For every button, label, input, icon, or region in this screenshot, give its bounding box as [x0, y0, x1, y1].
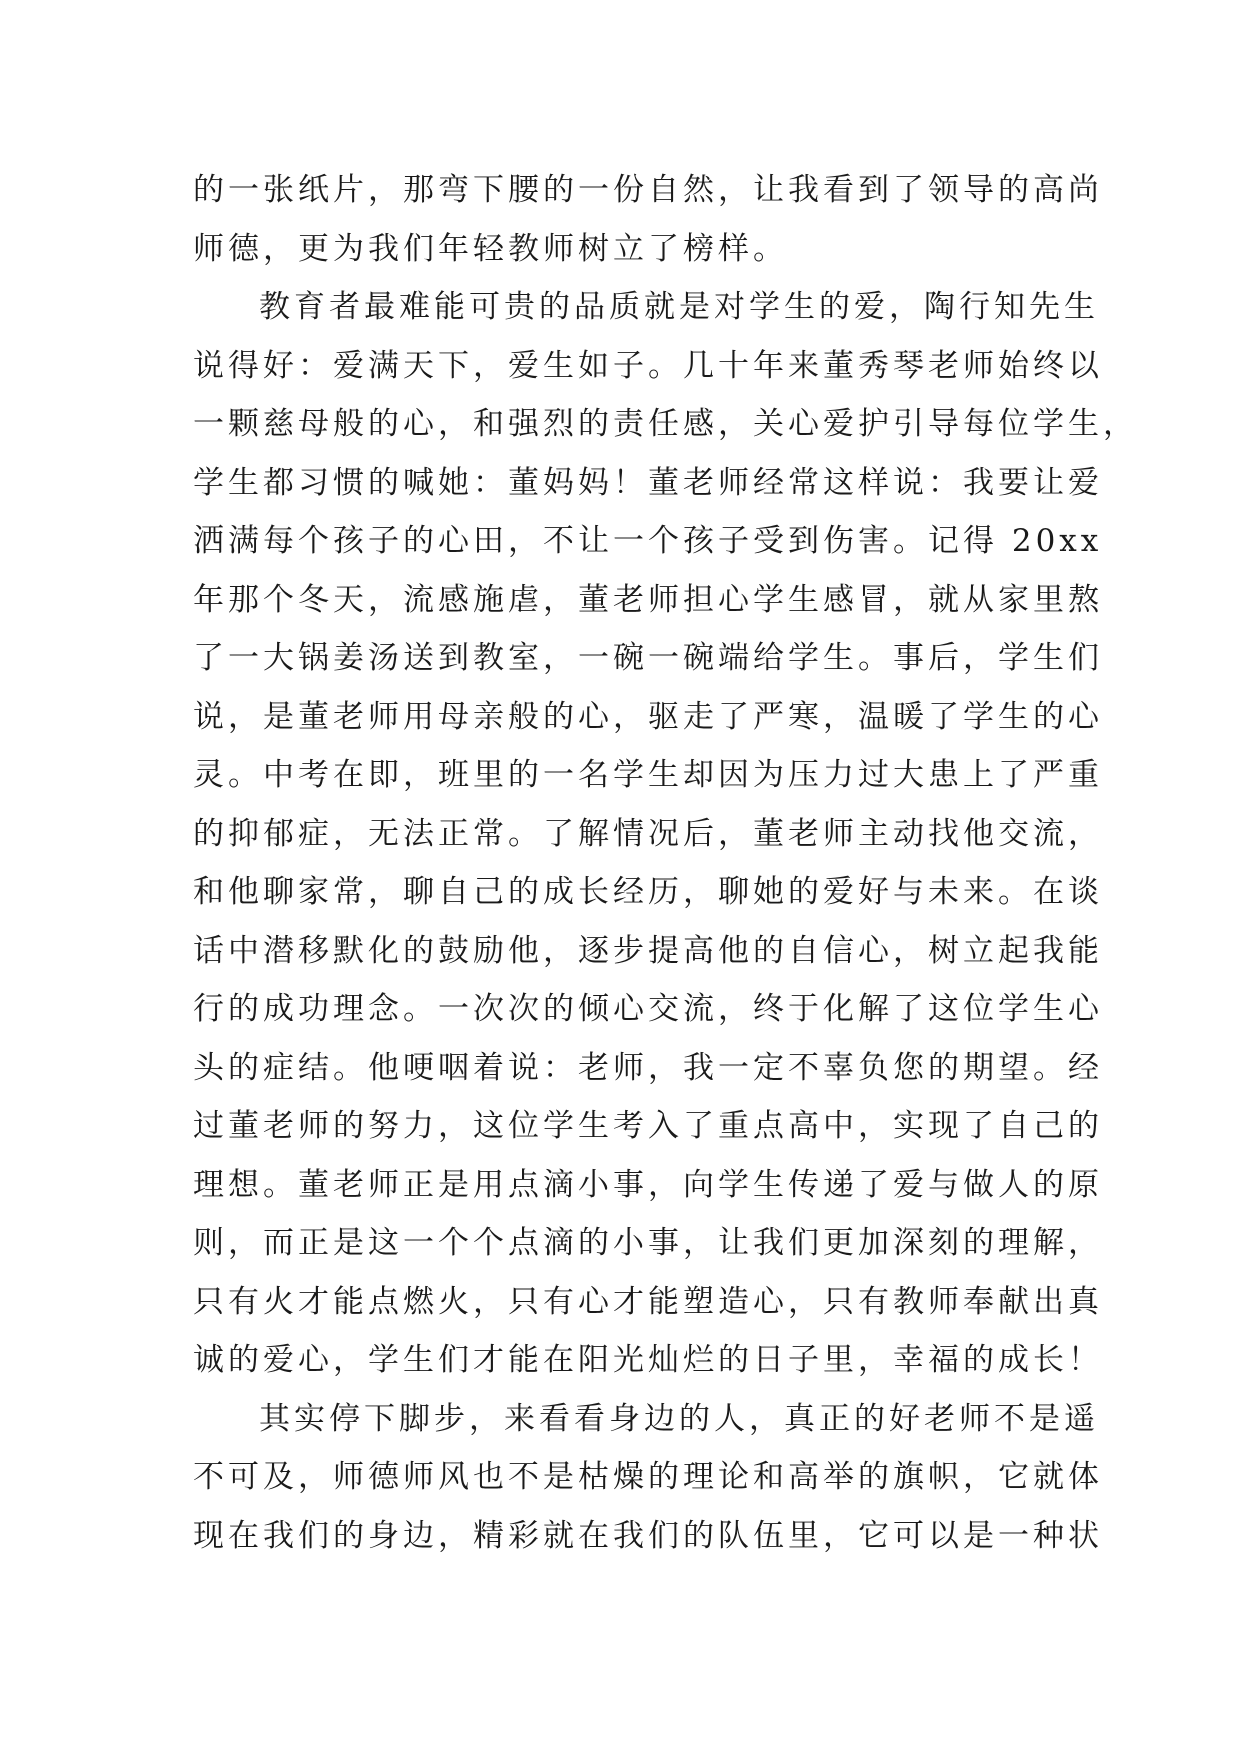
text-line: 诚的爱心，学生们才能在阳光灿烂的日子里，幸福的成长！	[193, 1342, 1103, 1378]
text-line: 了一大锅姜汤送到教室，一碗一碗端给学生。事后，学生们	[193, 640, 1103, 676]
text-line: 过董老师的努力，这位学生考入了重点高中，实现了自己的	[193, 1108, 1103, 1144]
text-line: 一颗慈母般的心，和强烈的责任感，关心爱护引导每位学生，	[193, 406, 1138, 442]
text-line: 年那个冬天，流感施虐，董老师担心学生感冒，就从家里熬	[193, 581, 1103, 618]
text-line: 行的成功理念。一次次的倾心交流，终于化解了这位学生心	[193, 991, 1103, 1027]
paragraph-first-line: 其实停下脚步，来看看身边的人，真正的好老师不是遥	[259, 1400, 1099, 1437]
text-line: 的一张纸片，那弯下腰的一份自然，让我看到了领导的高尚	[193, 172, 1103, 208]
text-line: 只有火才能点燃火，只有心才能塑造心，只有教师奉献出真	[193, 1283, 1103, 1320]
text-line: 理想。董老师正是用点滴小事，向学生传递了爱与做人的原	[193, 1166, 1103, 1203]
text-line: 话中潜移默化的鼓励他，逐步提高他的自信心，树立起我能	[193, 932, 1103, 969]
text-line: 师德，更为我们年轻教师树立了榜样。	[193, 230, 788, 267]
text-line: 不可及，师德师风也不是枯燥的理论和高举的旗帜，它就体	[193, 1459, 1103, 1495]
text-line: 则，而正是这一个个点滴的小事，让我们更加深刻的理解，	[193, 1225, 1103, 1261]
text-line: 说得好：爱满天下，爱生如子。几十年来董秀琴老师始终以	[193, 347, 1103, 384]
document-body	[193, 161, 1138, 1565]
paragraph-first-line: 教育者最难能可贵的品质就是对学生的爱，陶行知先生	[259, 289, 1099, 325]
text-line: 和他聊家常，聊自己的成长经历，聊她的爱好与未来。在谈	[193, 874, 1103, 910]
text-line: 头的症结。他哽咽着说：老师，我一定不辜负您的期望。经	[193, 1049, 1103, 1086]
text-line: 现在我们的身边，精彩就在我们的队伍里，它可以是一种状	[193, 1517, 1103, 1554]
text-line: 洒满每个孩子的心田，不让一个孩子受到伤害。记得 20xx	[193, 523, 1103, 559]
text-line: 学生都习惯的喊她：董妈妈！董老师经常这样说：我要让爱	[193, 464, 1103, 501]
text-line: 的抑郁症，无法正常。了解情况后，董老师主动找他交流，	[193, 815, 1103, 852]
text-line: 灵。中考在即，班里的一名学生却因为压力过大患上了严重	[193, 757, 1103, 793]
text-line: 说，是董老师用母亲般的心，驱走了严寒，温暖了学生的心	[193, 698, 1103, 735]
